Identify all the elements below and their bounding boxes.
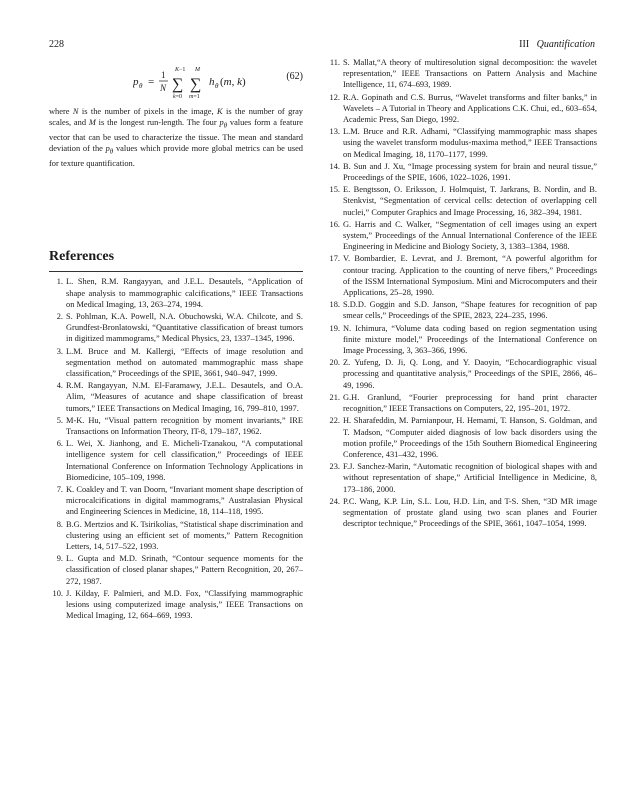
svg-text:∑: ∑ bbox=[172, 76, 184, 93]
svg-text:=: = bbox=[148, 76, 155, 88]
svg-text:θ: θ bbox=[139, 82, 143, 90]
reference-text: P.C. Wang, K.P. Lin, S.L. Lou, H.D. Lin, and T-S. Shen, “3D MR image segmentation of prostate gland using two scan planes and Fourier descriptor technique,” Proceedings of the SPIE, 3661, 1047–1054, 1999. bbox=[343, 496, 597, 529]
reference-number: 19. bbox=[329, 323, 340, 333]
reference-text: B.G. Mertzios and K. Tsirikolias, “Statistical shape discrimination and clustering using an efficient set of moments,” Pattern Recognition Letters, 14, 517–522, 1993. bbox=[66, 519, 303, 552]
reference-number: 1. bbox=[56, 277, 63, 287]
reference-item bbox=[49, 311, 303, 345]
reference-text: L. Shen, R.M. Rangayyan, and J.E.L. Desautels, “Application of shape analysis to mammographic calcifications,” IEEE Transactions on Medical Imaging, 13, 263–274, 1994. bbox=[66, 277, 303, 309]
reference-text: Z. Yufeng, D. Ji, Q. Long, and Y. Daoyin, “Echocardiographic visual processing and quantitative analysis,” Proceedings of the SPIE, 2866, 46–49, 1996. bbox=[343, 358, 597, 390]
reference-text: S. Pohlman, K.A. Powell, N.A. Obuchowski, W.A. Chilcote, and S. Grundfest-Bronlatowski, “Quantitative classification of breast tumors in digitized mammograms,” Medical Physics, 23, 1337–1345, 1996. bbox=[66, 311, 303, 344]
equation-number: (62) bbox=[286, 71, 303, 82]
reference-text: L. Wei, X. Jianhong, and E. Micheli-Tzanakou, “A computational intelligence system for cell classification,” Proceedings of IEEE International Conference on Information Technology Applications in Biomedicine, 105–109, 1998. bbox=[66, 439, 303, 482]
reference-item bbox=[326, 415, 597, 460]
page-number: 228 bbox=[49, 39, 64, 50]
reference-number: 7. bbox=[56, 485, 63, 495]
reference-item bbox=[49, 415, 303, 437]
reference-item bbox=[326, 392, 597, 414]
reference-number: 6. bbox=[56, 439, 63, 449]
reference-number: 20. bbox=[329, 358, 340, 368]
equation-formula bbox=[133, 64, 293, 102]
section-number: III bbox=[519, 39, 530, 50]
references-heading: References bbox=[49, 249, 115, 265]
left-column bbox=[49, 60, 303, 622]
reference-number: 15. bbox=[329, 185, 340, 195]
svg-text:K−1: K−1 bbox=[175, 67, 186, 73]
reference-number: 12. bbox=[329, 92, 340, 102]
reference-number: 5. bbox=[56, 415, 63, 425]
reference-item bbox=[326, 496, 597, 530]
reference-text: M-K. Hu, “Visual pattern recognition by moment invariants,” IRE Transactions on Information Theory, IT-8, 179–187, 1962. bbox=[66, 415, 303, 436]
reference-number: 17. bbox=[329, 254, 340, 264]
reference-number: 14. bbox=[329, 161, 340, 171]
reference-item bbox=[326, 92, 597, 126]
body-paragraph: where N is the number of pixels in the image, K is the number of gray scales, and M is the longest run-length. The four $p_\theta$ values form a feature vector that can be used to characterize the tissue. The mean and standard deviation of the $p_\theta$ values which provide more global metrics can be used for texture quantification. bbox=[49, 107, 304, 169]
reference-text: F.J. Sanchez-Marin, “Automatic recognition of biological shapes with and without representation of shape,” Artificial Intelligence in Medicine, 8, 173–186, 2000. bbox=[343, 462, 597, 494]
reference-number: 18. bbox=[329, 300, 340, 310]
reference-item bbox=[326, 219, 597, 253]
heading-rule bbox=[49, 271, 303, 272]
reference-item bbox=[326, 184, 597, 218]
reference-text: H. Sharafeddin, M. Parnianpour, H. Hemami, T. Hanson, S. Goldman, and T. Madson, “Computer aided diagnosis of low back disorders using the motion profile,” Proceedings of the 15th Southern Biomedical Engineering Conference, 431–432, 1996. bbox=[343, 416, 597, 459]
reference-list-right bbox=[326, 57, 597, 529]
reference-number: 9. bbox=[56, 554, 63, 564]
reference-text: S. Mallat,“A theory of multiresolution signal decomposition: the wavelet representation,” IEEE Transactions on Pattern Analysis and Machine Intelligence, 11, 674–693, 1989. bbox=[343, 58, 597, 90]
reference-text: R.A. Gopinath and C.S. Burrus, “Wavelet transforms and filter banks,” in Wavelets – A Tutorial in Theory and Applications C.K. Chui, ed., 603–654, Academic Press, San Diego, 1992. bbox=[343, 92, 597, 125]
reference-item bbox=[49, 346, 303, 380]
reference-item bbox=[326, 357, 597, 391]
svg-text:θ: θ bbox=[215, 82, 219, 90]
right-column bbox=[326, 57, 597, 530]
reference-item bbox=[326, 323, 597, 357]
reference-number: 2. bbox=[56, 311, 63, 321]
reference-number: 13. bbox=[329, 127, 340, 137]
reference-text: L. Gupta and M.D. Srinath, “Contour sequence moments for the classification of closed planar shapes,” Pattern Recognition, 20, 267–272, 1987. bbox=[66, 554, 303, 586]
reference-number: 4. bbox=[56, 381, 63, 391]
reference-number: 22. bbox=[329, 416, 340, 426]
reference-text: S.D.D. Goggin and S.D. Janson, “Shape features for recognition of pap smear cells,” Proceedings of the SPIE, 2823, 224–235, 1996. bbox=[343, 300, 597, 321]
reference-text: V. Bombardier, E. Levrat, and J. Bremont, “A powerful algorithm for contour tracing. Application to the counting of nerve fibers,” Proceedings of the ISSM International Symposium. Mini and Microcomputers and their Applications, 25–28, 1990. bbox=[343, 254, 597, 298]
reference-text: R.M. Rangayyan, N.M. El-Faramawy, J.E.L. Desautels, and O.A. Alim, “Measures of acutance and shape classification of breast tumors,” IEEE Transactions on Medical Imaging, 16, 799–810, 1997. bbox=[66, 381, 303, 413]
reference-item bbox=[326, 253, 597, 298]
reference-text: G.H. Granlund, “Fourier preprocessing for hand print character recognition,” IEEE Transactions on Computers, 22, 195–201, 1972. bbox=[343, 392, 597, 414]
svg-text:p: p bbox=[133, 76, 139, 88]
reference-item bbox=[49, 380, 303, 414]
svg-text:m=1: m=1 bbox=[189, 94, 200, 100]
reference-item bbox=[49, 484, 303, 518]
svg-text:N: N bbox=[160, 83, 167, 93]
equation-62 bbox=[49, 60, 303, 102]
reference-number: 16. bbox=[329, 219, 340, 229]
reference-item bbox=[326, 126, 597, 160]
reference-text: G. Harris and C. Walker, “Segmentation of cell images using an expert system,” Proceedings of the Annual International Conference of the IEEE Engineering in Medicine and Biology Society, 3, 1383–1384, 1988. bbox=[343, 219, 597, 252]
reference-text: B. Sun and J. Xu, “Image processing system for brain and neural tissue,” Proceedings of the SPIE, 1606, 1022–1026, 1991. bbox=[343, 161, 597, 183]
reference-text: N. Ichimura, “Volume data coding based on region segmentation using finite mixture model,” Proceedings of the International Conference on Image Processing, 3, 363–366, 1996. bbox=[343, 323, 597, 356]
reference-item bbox=[49, 588, 303, 622]
reference-text: K. Coakley and T. van Doorn, “Invariant moment shape description of microcalcifications in digital mammograms,” Australasian Physical and Engineering Sciences in Medicine, 18, 114–118, 1995. bbox=[66, 485, 303, 517]
reference-text: L.M. Bruce and R.R. Adhami, “Classifying mammographic mass shapes using the wavelet transform modulus-maxima method,” IEEE Transactions on Medical Imaging, 18, 1170–1177, 1999. bbox=[343, 127, 597, 159]
reference-number: 10. bbox=[52, 588, 63, 598]
reference-item bbox=[49, 553, 303, 587]
svg-text:M: M bbox=[195, 67, 200, 73]
reference-number: 3. bbox=[56, 346, 63, 356]
reference-number: 21. bbox=[329, 392, 340, 402]
reference-item bbox=[326, 57, 597, 91]
svg-text:(m, k): (m, k) bbox=[220, 76, 246, 88]
reference-item bbox=[326, 161, 597, 183]
section-title: Quantification bbox=[536, 39, 595, 50]
reference-number: 8. bbox=[56, 519, 63, 529]
reference-item bbox=[49, 276, 303, 310]
reference-list-left bbox=[49, 276, 303, 621]
reference-number: 11. bbox=[329, 58, 340, 67]
svg-text:k=0: k=0 bbox=[173, 94, 183, 100]
reference-item bbox=[326, 299, 597, 321]
reference-text: J. Kilday, F. Palmieri, and M.D. Fox, “Classifying mammographic lesions using computerized image analysis,” IEEE Transactions on Medical Imaging, 12, 664–669, 1993. bbox=[66, 588, 303, 621]
reference-number: 24. bbox=[329, 496, 340, 506]
reference-text: E. Bengtsson, O. Eriksson, J. Holmquist, T. Jarkrans, B. Nordin, and B. Stenkvist, “Segmentation of cervical cells: detection of overlapping cell nuclei,” Computer Graphics and Image Processing, 16, 382–394, 1981. bbox=[343, 185, 597, 217]
reference-item bbox=[49, 438, 303, 483]
reference-text: L.M. Bruce and M. Kallergi, “Effects of image resolution and segmentation method on automated mammographic mass shape classification,” Proceedings of the SPIE, 3661, 940–947, 1999. bbox=[66, 346, 303, 378]
running-header bbox=[519, 39, 595, 50]
svg-text:1: 1 bbox=[161, 70, 166, 80]
svg-text:∑: ∑ bbox=[190, 76, 202, 93]
reference-number: 23. bbox=[329, 462, 340, 472]
svg-text:h: h bbox=[209, 76, 215, 88]
reference-item bbox=[326, 461, 597, 495]
reference-item bbox=[49, 519, 303, 553]
